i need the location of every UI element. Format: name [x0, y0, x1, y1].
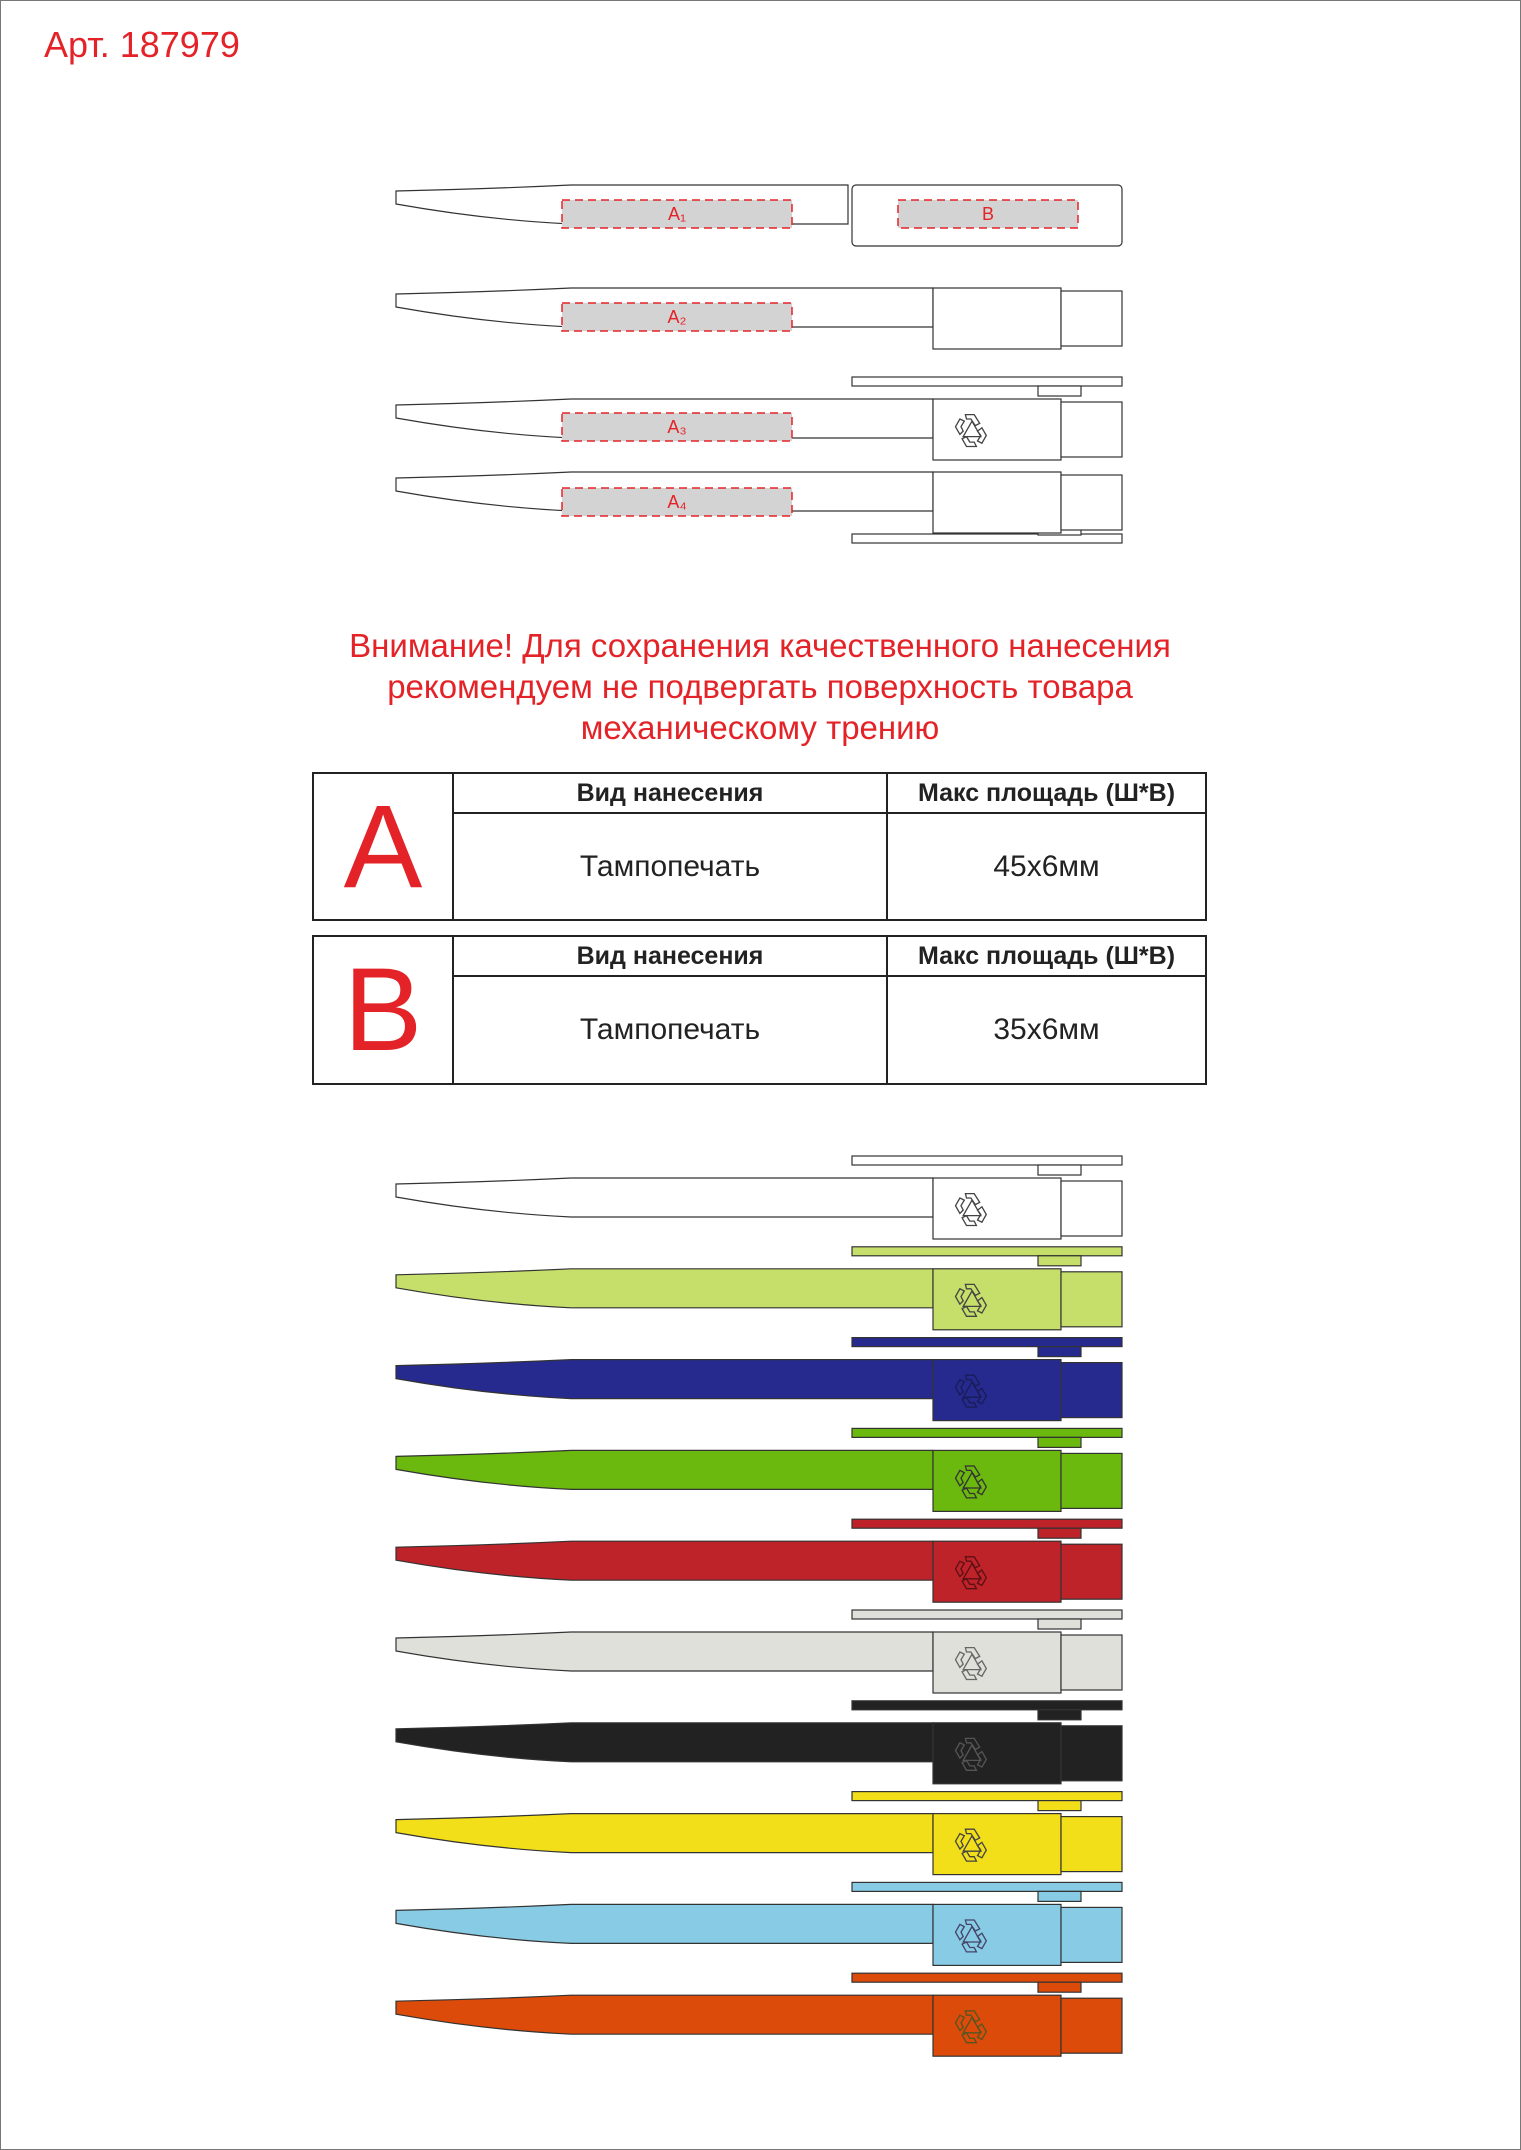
pen-barrel	[396, 1450, 933, 1489]
pen-clip-box	[933, 1995, 1061, 2056]
area-header: Макс площадь (Ш*В)	[888, 937, 1205, 977]
pen-clip	[852, 1156, 1122, 1165]
pen-push-button	[1061, 1453, 1122, 1508]
pen-clip	[852, 377, 1122, 386]
pen-clip-box	[933, 1450, 1061, 1511]
warning-line: Внимание! Для сохранения качественного нанесения	[349, 627, 1171, 664]
pen-push-button	[1061, 1635, 1122, 1690]
pen-clip-box	[933, 399, 1061, 460]
pen-barrel	[396, 1541, 933, 1580]
pen-barrel	[396, 1632, 933, 1671]
pen-color-variant	[396, 1792, 1122, 1875]
print-zone-label: A₁	[667, 204, 687, 224]
method-header: Вид нанесения	[454, 937, 888, 977]
pen-barrel	[396, 1723, 933, 1762]
pen-barrel	[396, 1904, 933, 1943]
print-table-b	[312, 935, 1207, 1085]
print-zone-a4	[562, 488, 792, 516]
pen-color-variant	[396, 1973, 1122, 2056]
zone-letter: B	[314, 937, 454, 1083]
pen-barrel	[396, 1814, 933, 1853]
pen-color-variant	[396, 1156, 1122, 1239]
print-zone-b	[898, 200, 1078, 228]
area-value: 45x6мм	[993, 849, 1100, 883]
pen-color-variant	[396, 1610, 1122, 1693]
pen-color-variant	[396, 1247, 1122, 1330]
pen-clip-joint	[1038, 1437, 1081, 1447]
warning-line: механическому трению	[580, 709, 940, 746]
pen-clip-joint	[1038, 1256, 1081, 1266]
pen-clip-box	[933, 1723, 1061, 1784]
pen-push-button	[1061, 1817, 1122, 1872]
print-zone-label: A₄	[667, 492, 687, 512]
pen-clip-box	[933, 1541, 1061, 1602]
pen-push-button	[1061, 1181, 1122, 1236]
pen-push-button	[1061, 1998, 1122, 2053]
pen-push-button	[1061, 1907, 1122, 1962]
pen-clip	[852, 1973, 1122, 1982]
method-header: Вид нанесения	[454, 774, 888, 814]
pen-clip-box	[933, 1814, 1061, 1875]
pen-clip-joint	[1038, 1528, 1081, 1538]
pen-clip-box	[933, 1632, 1061, 1693]
area-value: 35x6мм	[993, 1013, 1100, 1046]
pen-clip	[852, 1882, 1122, 1891]
pen-clip-box	[933, 1178, 1061, 1239]
pen-clip-joint	[1038, 1710, 1081, 1720]
pen-barrel	[396, 1360, 933, 1399]
zone-letter: A	[314, 774, 454, 919]
pen-clip-box	[933, 1269, 1061, 1330]
pen-clip	[852, 1247, 1122, 1256]
pen-push-button	[1061, 1272, 1122, 1327]
warning-line: рекомендуем не подвергать поверхность товара	[387, 668, 1133, 705]
print-zone-label: A₃	[667, 417, 687, 437]
method-value: Тампопечать	[454, 814, 888, 919]
pen-push-button	[1061, 1544, 1122, 1599]
pen-clip-joint	[1038, 1982, 1081, 1992]
pen-clip-box	[933, 1904, 1061, 1965]
pen-clip	[852, 1519, 1122, 1528]
print-zone-a1	[562, 200, 792, 228]
pen-color-variant	[396, 1882, 1122, 1965]
print-zone-label: A₂	[667, 307, 687, 327]
pen-color-variant	[396, 1519, 1122, 1602]
pen-push-button	[1061, 1726, 1122, 1781]
print-zone-a2	[562, 303, 792, 331]
pen-clip-joint	[1038, 1619, 1081, 1629]
pen-clip	[852, 1338, 1122, 1347]
pen-barrel	[396, 1269, 933, 1308]
pen-push-button	[1061, 475, 1122, 530]
pen-clip	[852, 1610, 1122, 1619]
print-zone-a3	[562, 413, 792, 441]
pen-color-variant	[396, 1338, 1122, 1421]
pen-color-variant	[396, 1428, 1122, 1511]
pen-push-button	[1061, 1363, 1122, 1418]
pen-clip	[852, 1792, 1122, 1801]
pen-clip-box	[933, 1360, 1061, 1421]
pen-push-button	[1061, 291, 1122, 346]
pen-clip-joint	[1038, 1347, 1081, 1357]
pen-color-variant	[396, 1701, 1122, 1784]
pen-clip-joint	[1038, 1165, 1081, 1175]
method-value: Тампопечать	[454, 977, 888, 1083]
pen-push-button	[1061, 402, 1122, 457]
warning-message	[260, 625, 1260, 748]
pen-clip-joint	[1038, 1891, 1081, 1901]
pen-clip-joint	[1038, 1801, 1081, 1811]
pen-clip-joint	[1038, 386, 1081, 396]
article-number: Арт. 187979	[44, 24, 240, 65]
pen-clip-box	[933, 288, 1061, 349]
pen-clip-box	[933, 472, 1061, 533]
pen-barrel	[396, 1178, 933, 1217]
print-zone-label: B	[981, 204, 995, 224]
print-table-a	[312, 772, 1207, 921]
pen-clip	[852, 1428, 1122, 1437]
pen-barrel	[396, 1995, 933, 2034]
area-header: Макс площадь (Ш*В)	[888, 774, 1205, 814]
pen-clip	[852, 1701, 1122, 1710]
